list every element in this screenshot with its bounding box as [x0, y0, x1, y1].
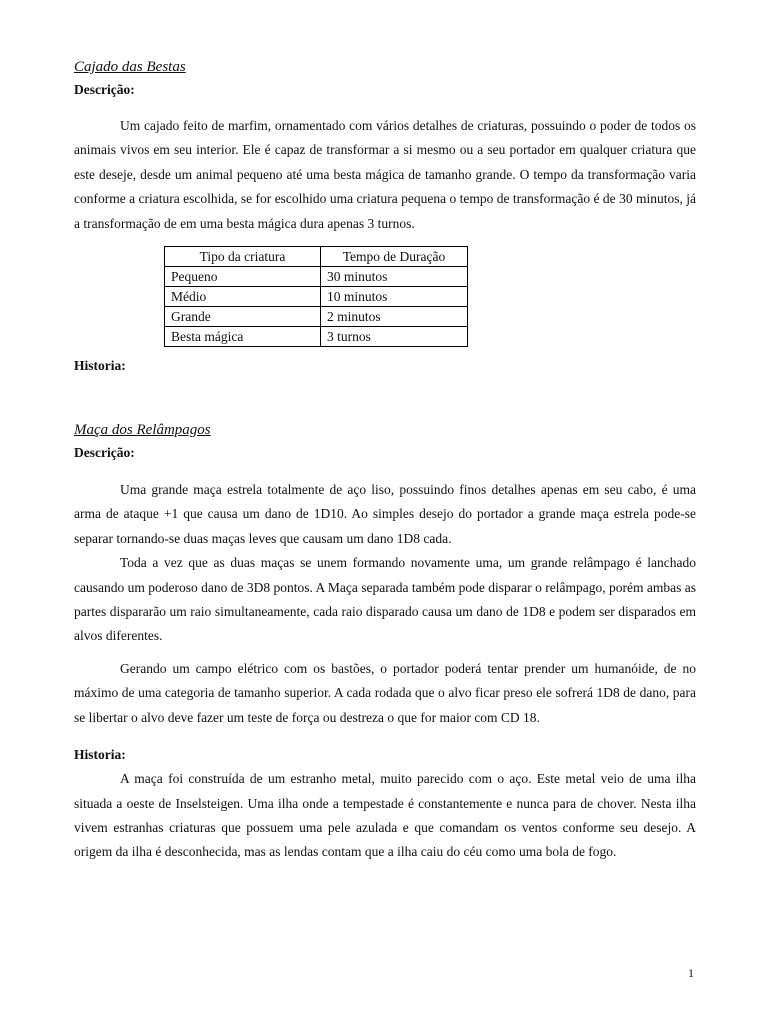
historia-label: Historia:	[74, 747, 126, 763]
table-cell: Grande	[165, 307, 321, 327]
descricao-label: Descrição:	[74, 445, 135, 461]
descricao-label: Descrição:	[74, 82, 135, 97]
paragraph: Um cajado feito de marfim, ornamentado com vários detalhes de criaturas, possuindo o poder de todos os animais vivos em seu interior. Ele é capaz de transformar a si mesmo ou a seu portador em qualquer criatura que este deseje, desde um animal pequeno até uma besta mágica de tamanho grande. O tempo da transformação varia conforme a criatura escolhida, se for escolhido uma criatura pequena o tempo de transformação é de 30 minutos, já a transformação de em uma besta mágica dura apenas 3 turnos.	[74, 118, 696, 231]
table-row	[165, 287, 468, 307]
document-page	[74, 56, 696, 865]
table-row	[165, 267, 468, 287]
table-header-cell: Tipo da criatura	[165, 247, 321, 267]
table-cell: 2 minutos	[321, 307, 468, 327]
table-cell: 10 minutos	[321, 287, 468, 307]
historia-label: Historia:	[74, 358, 126, 374]
table-cell: 3 turnos	[321, 327, 468, 347]
section-title-cajado: Cajado das Bestas	[74, 59, 186, 75]
table-cell: 30 minutos	[321, 267, 468, 287]
table-row	[165, 327, 468, 347]
paragraph: Uma grande maça estrela totalmente de aço liso, possuindo finos detalhes apenas em seu cabo, é uma arma de ataque +1 que causa um dano de 1D10. Ao simples desejo do portador a grande maça estrela pode-se separar tornando-se duas maças leves que causam um dano 1D8 cada.	[74, 482, 696, 546]
duration-table	[164, 246, 468, 347]
table-cell: Besta mágica	[165, 327, 321, 347]
table-row	[165, 307, 468, 327]
table-cell: Médio	[165, 287, 321, 307]
table-cell: Pequeno	[165, 267, 321, 287]
paragraph: Toda a vez que as duas maças se unem formando novamente uma, um grande relâmpago é lanchado causando um poderoso dano de 3D8 pontos. A Maça separada também pode disparar o relâmpago, porém ambas as partes dispararão um raio simultaneamente, cada raio disparado causa um dano de 1D8 e podem ser disparados em alvos diferentes.	[74, 555, 696, 644]
paragraph: Gerando um campo elétrico com os bastões, o portador poderá tentar prender um humanóide, de no máximo de uma categoria de tamanho superior. A cada rodada que o alvo ficar preso ele sofrerá 1D8 de dano, para se libertar o alvo deve fazer um teste de força ou destreza o que for maior com CD 18.	[74, 660, 696, 725]
paragraph: A maça foi construída de um estranho metal, muito parecido com o aço. Este metal veio de uma ilha situada a oeste de Inselsteigen. Uma ilha onde a tempestade é constantemente e nunca para de chover. Nesta ilha vivem estranhas criaturas que possuem uma pele azulada e que comandam os ventos conforme seu desejo. A origem da ilha é desconhecida, mas as lendas contam que a ilha caiu do céu como uma bola de fogo.	[74, 771, 696, 860]
table-header-row	[165, 247, 468, 267]
page-number: 1	[688, 966, 694, 980]
table-header-cell: Tempo de Duração	[321, 247, 468, 267]
section-title-maca: Maça dos Relâmpagos	[74, 422, 211, 439]
